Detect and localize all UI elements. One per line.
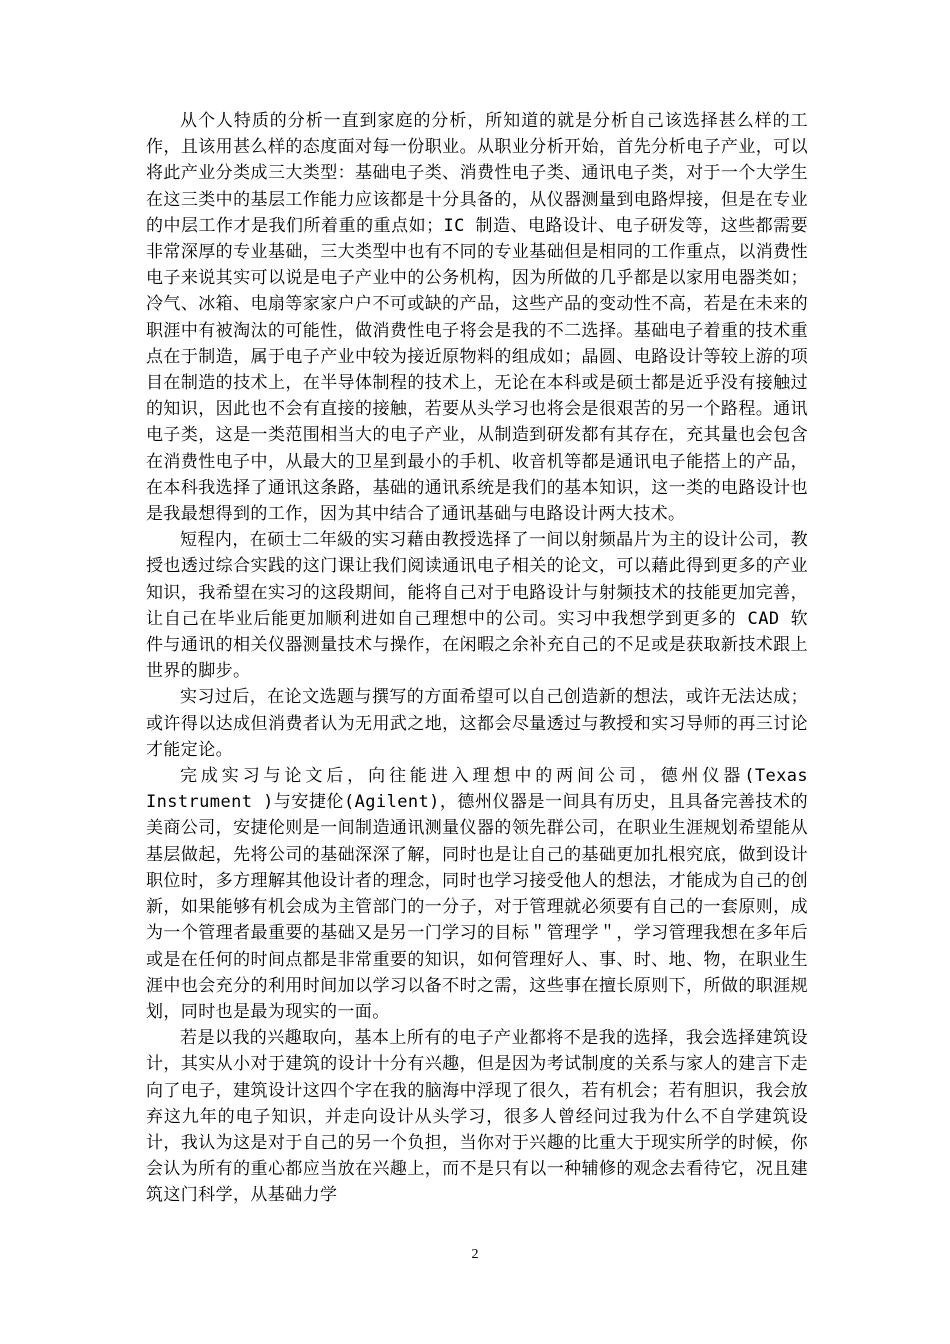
page-number: 2 [471, 1247, 479, 1262]
paragraph-interest: 若是以我的兴趣取向，基本上所有的电子产业都将不是我的选择，我会选择建筑设计，其实从小对于建筑的设计十分有兴趣，但是因为考试制度的关系与家人的建言下走向了电子，建筑设计这四个字在我的脑海中浮现了很久，若有机会；若有胆识，我会放弃这九年的电子知识，并走向设计从头学习，很多人曾经问过我为什么不自学建筑设计，我认为这是对于自己的另一个负担，当你对于兴趣的比重大于现实所学的时候，你会认为所有的重心都应当放在兴趣上，而不是只有以一种辅修的观念去看待它，况且建筑这门科学，从基础力学 [146, 1028, 808, 1206]
paragraph-target-companies: 完成实习与论文后，向往能进入理想中的两间公司，德州仪器(Texas Instrument )与安捷伦(Agilent)，德州仪器是一间具有历史，且具备完善技术的美商公司，安捷伦则是一间制造通讯测量仪器的领先群公司，在职业生涯规划希望能从基层做起，先将公司的基础深深了解，同时也是让自己的基础更加扎根究底，做到设计职位时，多方理解其他设计者的理念，同时也学习接受他人的想法，才能成为自己的创新，如果能够有机会成为主管部门的一分子，对于管理就必须要有自己的一套原则，成为一个管理者最重要的基础又是另一门学习的目标＂管理学＂，学习管理我想在多年后或是在任何的时间点都是非常重要的知识，如何管理好人、事、时、地、物，在职业生涯中也会充分的利用时间加以学习以备不时之需，这些事在擅长原则下，所做的职涯规划，同时也是最为现实的一面。 [146, 766, 808, 1022]
paragraph-career-analysis: 从个人特质的分析一直到家庭的分析，所知道的就是分析自己该选择甚么样的工作，且该用甚么样的态度面对每一份职业。从职业分析开始，首先分析电子产业，可以将此产业分类成三大类型：基础电子类、消费性电子类、通讯电子类，对于一个大学生在这三类中的基层工作能力应该都是十分具备的，从仪器测量到电路焊接，但是在专业的中层工作才是我们所着重的重点如；IC 制造、电路设计、电子研发等，这些都需要非常深厚的专业基础，三大类型中也有不同的专业基础但是相同的工作重点，以消费性电子来说其实可以说是电子产业中的公务机构，因为所做的几乎都是以家用电器类如；冷气、冰箱、电扇等家家户户不可或缺的产品，这些产品的变动性不高，若是在未来的职涯中有被淘汰的可能性，做消费性电子将会是我的不二选择。基础电子着重的技术重点在于制造，属于电子产业中较为接近原物料的组成如；晶圆、电路设计等较上游的项目在制造的技术上，在半导体制程的技术上，无论在本科或是硕士都是近乎没有接触过的知识，因此也不会有直接的接触，若要从头学习也将会是很艰苦的另一个路程。通讯电子类，这是一类范围相当大的电子产业，从制造到研发都有其存在，充其量也会包含在消费性电子中，从最大的卫星到最小的手机、收音机等都是通讯电子能搭上的产品，在本科我选择了通讯这条路，基础的通讯系统是我们的基本知识，这一类的电路设计也是我最想得到的工作，因为其中结合了通讯基础与电路设计两大技术。 [146, 111, 808, 525]
paragraph-thesis: 实习过后，在论文选题与撰写的方面希望可以自己创造新的想法，或许无法达成；或许得以达成但消费者认为无用武之地，这都会尽量透过与教授和实习导师的再三讨论才能定论。 [146, 687, 808, 760]
body-text [146, 108, 808, 1209]
paragraph-internship: 短程内，在硕士二年級的实习藉由教授选择了一间以射频晶片为主的设计公司，教授也透过综合实践的这门课让我们阅读通讯电子相关的论文，可以藉此得到更多的产业知识，我希望在实习的这段期间，能将自己对于电路设计与射频技术的技能更加完善，让自己在毕业后能更加顺利进如自己理想中的公司。实习中我想学到更多的 CAD 软件与通讯的相关仪器测量技术与操作，在闲暇之余补充自己的不足或是获取新技术跟上世界的脚步。 [146, 530, 808, 682]
